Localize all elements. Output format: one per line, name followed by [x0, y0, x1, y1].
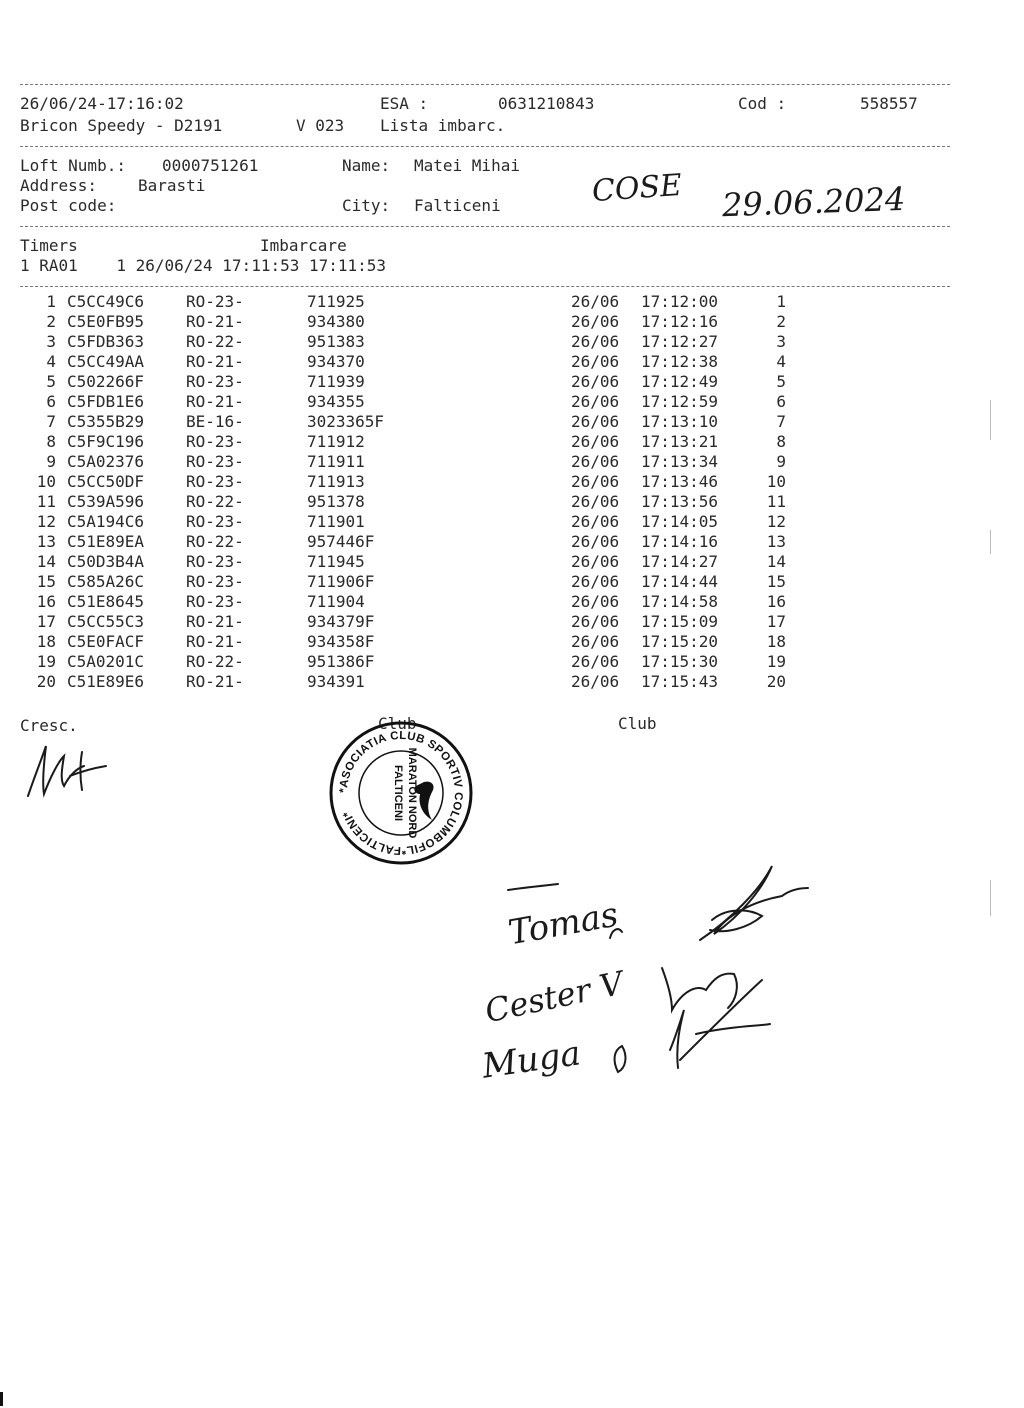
bird-row [0, 492, 1024, 512]
bird-time: 17:14:58 [641, 592, 719, 611]
bird-date: 26/06 [571, 312, 620, 331]
bird-time: 17:13:34 [641, 452, 719, 471]
breeder-signature [24, 738, 114, 804]
bird-row [0, 652, 1024, 672]
bird-time: 17:12:59 [641, 392, 719, 411]
bird-chip: C5F9C196 [67, 432, 145, 451]
bird-n: 16 [36, 592, 56, 611]
bird-num: 951383 [307, 332, 365, 351]
bird-row [0, 472, 1024, 492]
bird-n: 9 [46, 452, 56, 471]
bird-row [0, 612, 1024, 632]
bird-time: 17:14:16 [641, 532, 719, 551]
bird-num: 711904 [307, 592, 365, 611]
bird-time: 17:15:30 [641, 652, 719, 671]
city-value: Falticeni [414, 196, 501, 215]
bird-num: 711906F [307, 572, 375, 591]
bird-num: 711925 [307, 292, 365, 311]
bird-num: 711913 [307, 472, 365, 491]
bird-idx: 12 [766, 512, 786, 531]
separator-header [20, 146, 950, 147]
bird-idx: 9 [776, 452, 786, 471]
bird-date: 26/06 [571, 332, 620, 351]
bird-ring: RO-22- [186, 332, 244, 351]
bird-n: 19 [36, 652, 56, 671]
stamp-center-line2: FALTICENI [392, 764, 404, 822]
committee-signatures [500, 860, 810, 1090]
bird-chip: C5A02376 [67, 452, 145, 471]
bird-chip: C50D3B4A [67, 552, 145, 571]
bird-n: 3 [46, 332, 56, 351]
bird-chip: C5CC50DF [67, 472, 145, 491]
bird-date: 26/06 [571, 412, 620, 431]
bird-ring: RO-21- [186, 672, 244, 691]
bird-time: 17:13:21 [641, 432, 719, 451]
bird-row [0, 552, 1024, 572]
bird-idx: 7 [776, 412, 786, 431]
bird-num: 711945 [307, 552, 365, 571]
bird-idx: 3 [776, 332, 786, 351]
bird-ring: RO-23- [186, 432, 244, 451]
bird-idx: 8 [776, 432, 786, 451]
bird-date: 26/06 [571, 532, 620, 551]
bird-ring: RO-21- [186, 392, 244, 411]
bird-time: 17:12:27 [641, 332, 719, 351]
cod-value: 558557 [860, 94, 918, 113]
bird-date: 26/06 [571, 592, 620, 611]
bird-chip: C5CC49AA [67, 352, 145, 371]
bird-num: 934370 [307, 352, 365, 371]
bird-num: 711901 [307, 512, 365, 531]
bird-row [0, 632, 1024, 652]
city-label: City: [342, 196, 391, 215]
bird-idx: 6 [776, 392, 786, 411]
bird-time: 17:12:16 [641, 312, 719, 331]
bird-num: 957446F [307, 532, 375, 551]
bird-time: 17:15:20 [641, 632, 719, 651]
bird-idx: 20 [766, 672, 786, 691]
bird-chip: C502266F [67, 372, 145, 391]
bird-n: 2 [46, 312, 56, 331]
bird-chip: C51E89EA [67, 532, 145, 551]
bird-row [0, 312, 1024, 332]
bird-row [0, 372, 1024, 392]
bird-date: 26/06 [571, 512, 620, 531]
bird-n: 12 [36, 512, 56, 531]
handwritten-note: COSE [590, 167, 684, 210]
separator-top [20, 84, 950, 85]
bird-n: 6 [46, 392, 56, 411]
bird-chip: C5CC49C6 [67, 292, 145, 311]
bird-chip: C539A596 [67, 492, 145, 511]
bird-idx: 18 [766, 632, 786, 651]
bird-n: 20 [36, 672, 56, 691]
bird-row [0, 592, 1024, 612]
bird-idx: 1 [776, 292, 786, 311]
bird-num: 934355 [307, 392, 365, 411]
bird-num: 934379F [307, 612, 375, 631]
bird-idx: 19 [766, 652, 786, 671]
bird-ring: RO-23- [186, 592, 244, 611]
scan-mark [0, 1392, 3, 1406]
bird-ring: BE-16- [186, 412, 244, 431]
bird-time: 17:14:27 [641, 552, 719, 571]
bird-n: 14 [36, 552, 56, 571]
bird-chip: C5CC55C3 [67, 612, 145, 631]
bird-idx: 5 [776, 372, 786, 391]
bird-idx: 11 [766, 492, 786, 511]
bird-idx: 15 [766, 572, 786, 591]
bird-time: 17:13:10 [641, 412, 719, 431]
bird-date: 26/06 [571, 672, 620, 691]
bird-row [0, 512, 1024, 532]
bird-ring: RO-21- [186, 632, 244, 651]
scan-mark [990, 530, 991, 554]
bird-time: 17:13:56 [641, 492, 719, 511]
bird-n: 5 [46, 372, 56, 391]
bird-ring: RO-22- [186, 532, 244, 551]
bird-n: 15 [36, 572, 56, 591]
bird-idx: 17 [766, 612, 786, 631]
bird-ring: RO-22- [186, 652, 244, 671]
bird-row [0, 412, 1024, 432]
bird-row [0, 672, 1024, 692]
cod-label: Cod : [738, 94, 787, 113]
esa-label: ESA : [380, 94, 429, 113]
imbarcare-label: Imbarcare [260, 236, 347, 255]
bird-ring: RO-21- [186, 612, 244, 631]
signature-text-2: Cester V [481, 963, 627, 1031]
bird-row [0, 452, 1024, 472]
device-version: V 023 [296, 116, 345, 135]
stamp-outer-text: *ASOCIATIA CLUB SPORTIV COLUMBOFIL*FALTICENI* [337, 729, 465, 857]
signature-text-3: Muga [479, 1033, 584, 1087]
bird-num: 711912 [307, 432, 365, 451]
bird-n: 4 [46, 352, 56, 371]
device-name: Bricon Speedy - D2191 [20, 116, 223, 135]
bird-date: 26/06 [571, 652, 620, 671]
bird-n: 17 [36, 612, 56, 631]
bird-time: 17:14:05 [641, 512, 719, 531]
bird-ring: RO-23- [186, 372, 244, 391]
bird-chip: C5A0201C [67, 652, 145, 671]
cresc-label: Cresc. [20, 716, 78, 735]
bird-row [0, 432, 1024, 452]
address-label: Address: [20, 176, 98, 195]
bird-date: 26/06 [571, 472, 620, 491]
loft-label: Loft Numb.: [20, 156, 126, 175]
bird-row [0, 532, 1024, 552]
bird-chip: C585A26C [67, 572, 145, 591]
bird-num: 934358F [307, 632, 375, 651]
timer-line: 1 RA01 1 26/06/24 17:11:53 17:11:53 [20, 256, 387, 275]
bird-chip: C5E0FACF [67, 632, 145, 651]
bird-num: 951378 [307, 492, 365, 511]
bird-row [0, 352, 1024, 372]
bird-chip: C5FDB1E6 [67, 392, 145, 411]
bird-num: 934380 [307, 312, 365, 331]
bird-num: 711939 [307, 372, 365, 391]
bird-n: 18 [36, 632, 56, 651]
bird-n: 11 [36, 492, 56, 511]
bird-n: 10 [36, 472, 56, 491]
bird-time: 17:12:49 [641, 372, 719, 391]
bird-chip: C5A194C6 [67, 512, 145, 531]
bird-date: 26/06 [571, 492, 620, 511]
club-label-right: Club [618, 714, 657, 733]
bird-time: 17:15:09 [641, 612, 719, 631]
bird-n: 8 [46, 432, 56, 451]
bird-date: 26/06 [571, 392, 620, 411]
bird-date: 26/06 [571, 372, 620, 391]
bird-date: 26/06 [571, 632, 620, 651]
bird-n: 7 [46, 412, 56, 431]
bird-date: 26/06 [571, 292, 620, 311]
bird-time: 17:12:38 [641, 352, 719, 371]
club-stamp [328, 720, 474, 866]
signature-text-1: Tomas [505, 894, 622, 954]
bird-chip: C5E0FB95 [67, 312, 145, 331]
bird-time: 17:14:44 [641, 572, 719, 591]
bird-idx: 13 [766, 532, 786, 551]
stamp-center-line1: MARATON NORD [406, 747, 418, 839]
address-value: Barasti [138, 176, 206, 195]
bird-chip: C51E89E6 [67, 672, 145, 691]
bird-chip: C5FDB363 [67, 332, 145, 351]
bird-idx: 16 [766, 592, 786, 611]
bird-row [0, 572, 1024, 592]
bird-ring: RO-23- [186, 472, 244, 491]
bird-date: 26/06 [571, 572, 620, 591]
scan-mark [990, 400, 991, 440]
bird-chip: C5355B29 [67, 412, 145, 431]
bird-date: 26/06 [571, 552, 620, 571]
bird-row [0, 292, 1024, 312]
bird-idx: 2 [776, 312, 786, 331]
name-label: Name: [342, 156, 391, 175]
bird-num: 711911 [307, 452, 365, 471]
loft-value: 0000751261 [162, 156, 259, 175]
bird-row [0, 392, 1024, 412]
bird-ring: RO-22- [186, 492, 244, 511]
bird-num: 934391 [307, 672, 365, 691]
list-title: Lista imbarc. [380, 116, 506, 135]
club-label-left: Club [378, 714, 417, 733]
bird-time: 17:12:00 [641, 292, 719, 311]
bird-idx: 10 [766, 472, 786, 491]
bird-ring: RO-23- [186, 552, 244, 571]
timers-label: Timers [20, 236, 78, 255]
bird-chip: C51E8645 [67, 592, 145, 611]
bird-time: 17:13:46 [641, 472, 719, 491]
bird-idx: 4 [776, 352, 786, 371]
bird-date: 26/06 [571, 452, 620, 471]
bird-date: 26/06 [571, 612, 620, 631]
esa-value: 0631210843 [498, 94, 595, 113]
bird-date: 26/06 [571, 432, 620, 451]
separator-owner [20, 226, 950, 227]
scan-mark [990, 880, 991, 916]
name-value: Matei Mihai [414, 156, 520, 175]
bird-row [0, 332, 1024, 352]
bird-ring: RO-23- [186, 572, 244, 591]
bird-ring: RO-21- [186, 312, 244, 331]
print-datetime: 26/06/24-17:16:02 [20, 94, 184, 113]
postcode-label: Post code: [20, 196, 117, 215]
bird-time: 17:15:43 [641, 672, 719, 691]
bird-ring: RO-23- [186, 512, 244, 531]
bird-num: 951386F [307, 652, 375, 671]
separator-timers [20, 286, 950, 287]
bird-ring: RO-21- [186, 352, 244, 371]
bird-date: 26/06 [571, 352, 620, 371]
bird-num: 3023365F [307, 412, 385, 431]
bird-ring: RO-23- [186, 292, 244, 311]
handwritten-date: 29.06.2024 [721, 179, 906, 225]
bird-idx: 14 [766, 552, 786, 571]
bird-n: 13 [36, 532, 56, 551]
bird-ring: RO-23- [186, 452, 244, 471]
bird-n: 1 [46, 292, 56, 311]
